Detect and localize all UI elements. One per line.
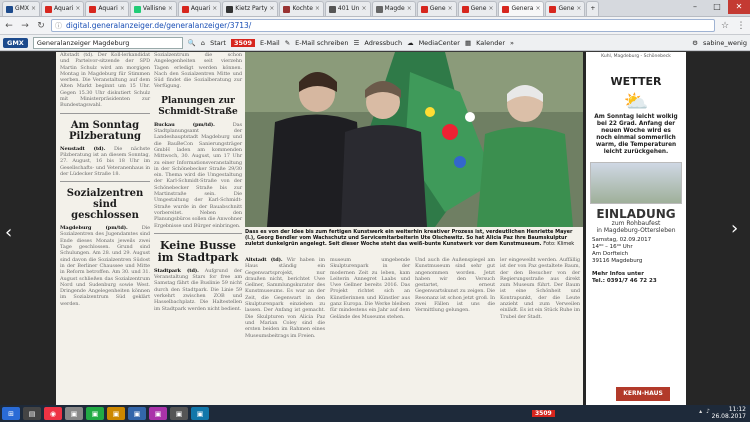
tab-label: Aquari [190,5,211,12]
ad-address: Am Dorfteich [592,251,629,257]
divider [60,181,150,182]
browser-tab[interactable] [498,1,544,16]
tab-bar [0,0,750,17]
tab-favicon-icon [182,6,189,13]
close-window-button[interactable]: ✕ [728,0,750,14]
tab-label: Vallisne [142,5,166,12]
prev-page-icon[interactable]: ‹ [5,222,13,243]
start-button[interactable]: Start [210,38,226,47]
ad-city: 39116 Magdeburg [592,258,643,264]
tab-favicon-icon [329,6,336,13]
article-body: Und auch die Außenspiegel am Kunstmuseum sind sehr gut angenommen worden. Jetzt haben wir den Versuch gestartet, erneut Gegenwartskunst zu zeigen. Die Resonanz ist schon jetzt groß. In zwei Fällen ist uns die Vermittlung gelungen. [415,257,495,314]
weather-text: Am Sonntag leicht wolkig bei 22 Grad. Anfang der neuen Woche wird es noch einmal sommerlich warm, die Temperaturen leicht zurückgehen. [594,114,678,155]
tab-label: GMX [15,5,29,12]
ad-date: Samstag, 02.09.2017 [592,237,652,243]
window-controls [684,0,750,14]
article-photo [245,52,583,227]
tab-close-icon[interactable]: × [314,5,320,12]
tab-label: Aquari [98,5,118,12]
explorer-icon[interactable]: ▤ [23,407,41,420]
tab-favicon-icon [134,6,141,13]
app-icon[interactable]: ▣ [149,407,167,420]
app-icon[interactable]: ▣ [128,407,146,420]
mediacenter-button[interactable]: MediaCenter [418,38,460,47]
tab-close-icon[interactable]: × [119,5,125,12]
tab-favicon-icon [462,6,469,13]
sidebar-header: Kuhl, Magdeburg - Schönebeck [601,54,671,59]
article-body: Die nächste Pilzberatung ist an diesem Sonntag, 27. August, 16 bis 18 Uhr im Gesellschafts- und Veteranenhaus in der Lüdecker Straße 18. [60,145,150,177]
tab-label: Aquari [53,5,74,12]
headline-planungen: Planungen zur Schmidt-Straße [158,95,238,117]
tab-favicon-icon [421,6,428,13]
taskbar [0,405,750,422]
app-icon[interactable]: ▣ [191,407,209,420]
newspaper-page[interactable] [56,52,583,405]
sun-cloud-icon: ⛅ [623,89,649,113]
caption-text: Dass es von der Idee bis zum fertigen Kunstwerk ein weiterhin kreativer Prozess ist, verdeutlichen Henriette Mayer (l.), Georg Bendler vom Wachschutz und Servicemitarbeiterin Ute Olschewitz. So hat Alicia Paz ihre Baumskulptur zuletzt dunkelgrün angelegt. Seit dieser Woche steht das weiß-bunte Kunstwerk vor dem Kunstmuseum. [245,229,573,247]
page-sidebar [586,52,686,405]
taskbar-mail-badge[interactable]: 3509 [532,410,555,417]
clock[interactable] [712,406,746,420]
tab-favicon-icon [549,6,556,13]
url-text: digital.generalanzeiger.de/generalanzeiger/3713/ [66,21,252,30]
new-tab-button[interactable]: + [586,1,599,16]
settings-icon[interactable]: ⚙ [692,38,698,47]
ad-house-image [590,162,682,204]
search-icon[interactable]: 🔍 [187,38,196,47]
tab-label: 401 Un [337,5,360,12]
tab-favicon-icon [89,6,96,13]
article-continuation: Sozialzentrum die schon Angelegenheiten seit vierzehn Tagen erledigt werden können. Nach den Sozialzentren Mitte und Süd findet die Sozialberatung zur Verfügung. [154,52,242,90]
photo-credit: Foto: Klimek [543,241,575,247]
email-write-button[interactable]: E-Mail schreiben [295,38,349,47]
tab-close-icon[interactable]: × [406,5,412,12]
photo-illustration [245,52,583,227]
browser-tab[interactable] [2,1,40,16]
column-left [60,52,150,307]
browser-icon[interactable]: ◉ [44,407,62,420]
gmx-toolbar [0,35,750,51]
minimize-button[interactable]: – [693,2,697,11]
tab-close-icon[interactable]: × [269,5,275,12]
ad-phone: Tel.: 0391/7 46 72 23 [592,278,657,284]
dateline: Neustadt (td). [60,145,106,152]
browser-tab[interactable] [85,1,128,16]
dateline: Buckau (pm/td). [154,121,215,128]
browser-tab[interactable] [178,1,221,16]
system-tray [699,408,710,415]
tab-label: Gene [558,5,575,12]
tab-close-icon[interactable]: × [576,5,582,12]
home-icon: ⌂ [200,38,206,47]
tab-label: Kochte [292,5,313,12]
weather-title: WETTER [610,75,662,88]
browser-tab[interactable] [325,1,371,16]
divider [154,233,242,234]
tab-favicon-icon [502,6,509,13]
app-icon[interactable]: ▣ [107,407,125,420]
tab-close-icon[interactable]: × [30,5,36,12]
user-menu[interactable]: sabine_wenig [702,38,747,47]
url-field[interactable] [51,19,715,32]
tab-close-icon[interactable]: × [535,5,541,12]
ad-title: EINLADUNG [596,207,676,221]
reload-icon[interactable]: ↻ [37,20,45,31]
epaper-viewer [0,52,750,405]
browser-tab[interactable] [417,1,457,16]
app-icon[interactable]: ▣ [170,407,188,420]
ad-info: Mehr Infos unter [592,271,644,277]
tab-close-icon[interactable]: × [167,5,173,12]
tab-close-icon[interactable]: × [488,5,494,12]
next-page-icon[interactable]: › [731,218,739,239]
volume-icon[interactable]: ♪ [706,408,710,415]
article-body: museum umgebende Skulpturenpark in der modernen Zeit zu leben, kam Leiterin Annegret Laabs und Uwe Gellner bereits 2016. Das Projekt richtet sich an Künstlerinnen und Künstler aus ganz Europa. Die Werke bleiben für mindestens ein Jahr auf dem Gelände des Museums stehen. [330,257,410,320]
maximize-button[interactable]: □ [713,2,721,11]
network-icon[interactable]: ▴ [699,408,703,415]
browser-tab[interactable] [372,1,416,16]
divider [60,113,150,114]
pen-icon: ✎ [284,38,291,47]
calendar-icon: ▦ [464,38,472,47]
bottom-column-3 [415,257,495,314]
tab-favicon-icon [45,6,52,13]
email-button[interactable]: E-Mail [260,38,280,47]
tab-close-icon[interactable]: × [361,5,367,12]
tab-label: Magde [384,5,405,12]
headline-sozialzentren: Sozialzentren sind geschlossen [66,188,144,222]
tab-close-icon[interactable]: × [212,5,218,12]
ad-location: in Magdeburg-Ottersleben [596,227,676,234]
ad-brand-logo: KERN-HAUS [616,387,670,401]
back-icon[interactable]: ← [5,20,13,31]
tab-favicon-icon [283,6,290,13]
tab-close-icon[interactable]: × [75,5,81,12]
headline-keine-busse: Keine Busse im Stadtpark [157,238,239,264]
address-bar [0,17,750,35]
windows-start-icon[interactable]: ⊞ [2,407,20,420]
bottom-column-1 [245,257,325,339]
menu-icon[interactable]: ⋮ [736,20,746,31]
column-middle [154,52,242,312]
mail-count-badge[interactable]: 3509 [231,39,255,47]
clock-date: 26.08.2017 [711,413,746,420]
article-body: Wir haben im Haus ständig ein Gegenwartsprojekt, nur draußen nicht, berichtet Uwe Gellner, Sammlungskurator des Kunstmuseums. Es war an der Zeit, die Gegenwart in den Skulpturenpark einziehen zu lassen. Der Anfang ist gemacht. Die Skulpturen von Alicia Paz und Marian Coley sind die ersten beiden im Rahmen eines Museumsbeitrags im Freien. [245,257,325,339]
tab-close-icon[interactable]: × [447,5,453,12]
bottom-column-4 [500,257,580,320]
tab-label: Gene [470,5,487,12]
browser-tab[interactable] [545,1,585,16]
dateline: Altstadt (td). [245,257,283,263]
gmx-logo[interactable]: GMX [3,38,28,48]
star-icon[interactable]: ☆ [720,20,730,31]
tab-label: Gene [429,5,446,12]
addressbook-icon: ☰ [353,38,360,47]
tab-favicon-icon [6,6,13,13]
clock-time: 11:12 [728,406,746,413]
cloud-icon: ☁ [407,38,414,47]
browser-tab[interactable] [279,1,323,16]
tab-label: Kietz Party [235,5,268,12]
browser-tab[interactable] [222,1,278,16]
calendar-button[interactable]: Kalender [476,38,505,47]
article-body: Das Stadtplanungsamt der Landeshauptstadt Magdeburg und die BauBeCon Sanierungsträger GmbH laden am kommenden Mittwoch, 30. August, um 17 Uhr zu einer Informationsveranstaltung in der Schönebecker Straße 29/30 ein. Thema wird die Umgestaltung der Karl-Schmidt-Straße von der Schönebecker Straße bis zur Martinstraße sein. Die Umgestaltung der Karl-Schmidt-Straße wurde in der Bauabschnitt vorbereitet. Neben den Planungsbüros sollen die Anwohner Ergebnisse und Bürger einbringen. [154,121,242,229]
headline-pilzberatung: Am Sonntag Pilzberatung [68,119,142,142]
article-body: ler eingeweiht werden. Auffällig ist der von Paz gestaltete Baum, der den Besucher von der Regierungsstraße aus direkt zum Museum führt. Der Baum ist eine Schönheit und Kontrapunkt, der die Leute anzieht und zum Verweilen einlädt. Es ist ein Stück Ruhe im Trubel der Stadt. [500,257,580,320]
app-icon[interactable]: ▣ [65,407,83,420]
tab-favicon-icon [376,6,383,13]
ad-subtitle: zum Rohbaufest [611,220,661,227]
toolbar-search-input[interactable]: Generalanzeiger Magdeburg [33,37,183,49]
more-icon[interactable]: » [510,38,514,47]
dateline: Magdeburg (pm/td). [60,225,128,232]
info-icon[interactable]: ⓘ [55,22,62,30]
article-body: Aufgrund der Veranstaltung Stars for free am Samstag fährt die Buslinie 59 nicht durch den Stadtpark. Die Linie 59 verkehrt zwischen ZOB und Hasselbachplatz. Die Haltestellen im Stadtpark werden nicht bedient. [154,267,242,312]
article-intro: Altstadt (td). Der Koll-lerkandidat und Parteivor-sitzende der SPD Martin Schulz wird am morgigen Montag in Magdeburg für Stimmen werben. Die Veranstaltung auf dem Alten Markt beginnt um 15 Uhr. Gegen 15.30 Uhr diskutiert Schulz mit Ministerpräsidenten zur Bundestagswahl. [60,52,150,109]
addressbook-button[interactable]: Adressbuch [364,38,403,47]
photo-caption [245,229,583,247]
ad-time: 14⁰⁰ – 16⁰⁰ Uhr [592,244,633,250]
browser-tab[interactable] [41,1,84,16]
article-body: Die Sozialzentren des Jugendamtes sind Ende dieses Monats jeweils zwei Tage geschlossen. Grund sind Schulungen. Am 28. und 29. August sind davon die Sozialzentren Südost in der Berliner Chaussee und Mitte in Reform betroffen. Am 30. und 31. August schließen das Sozialzentrum Nord und Sudenburg sowie West. Dringende Angelegenheiten können im Sozialzentrum Süd geklärt werden. [60,225,150,307]
forward-icon[interactable]: → [21,20,29,31]
bottom-column-2 [330,257,410,320]
browser-tab[interactable] [130,1,177,16]
browser-tab[interactable] [458,1,498,16]
tab-label: Genera [511,5,534,12]
app-icon[interactable]: ▣ [86,407,104,420]
dateline: Stadtpark (td). [154,267,199,274]
tab-favicon-icon [226,6,233,13]
